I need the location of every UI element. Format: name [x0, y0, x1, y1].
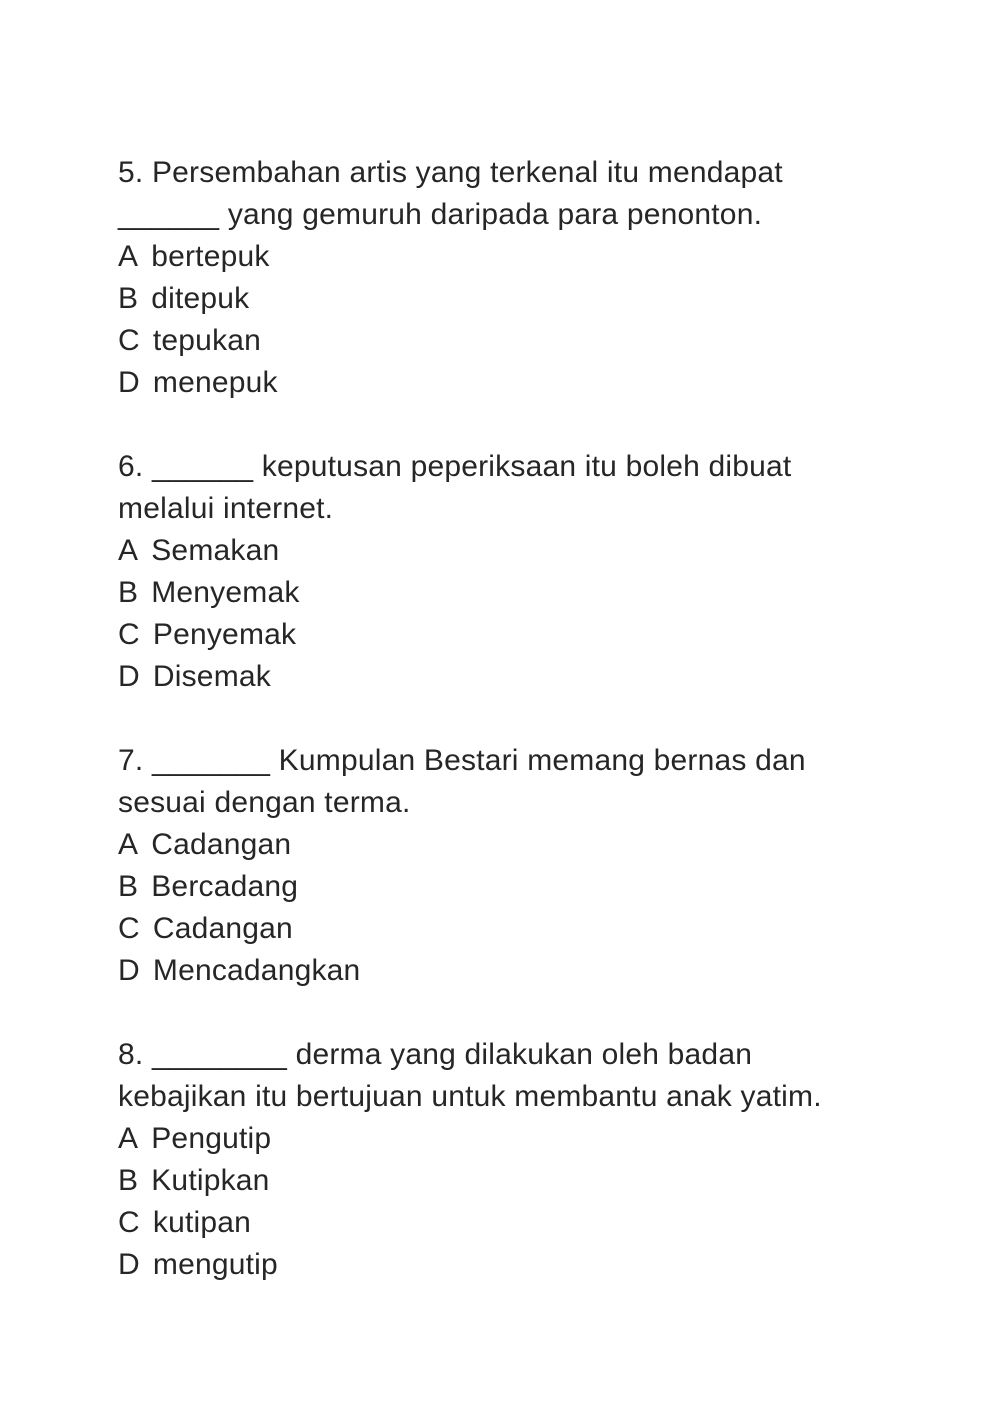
option-text: Bercadang: [151, 870, 299, 903]
option-text: Cadangan: [152, 912, 293, 945]
question-8-option-a[interactable]: [118, 1118, 271, 1160]
option-text: Menyemak: [151, 576, 300, 609]
option-text: Kutipkan: [151, 1164, 270, 1197]
question-5-option-b[interactable]: [118, 278, 249, 320]
option-text: tepukan: [152, 324, 262, 357]
question-5: [118, 152, 940, 404]
option-letter: D: [118, 954, 140, 987]
question-7-option-d[interactable]: [118, 950, 360, 992]
option-letter: D: [118, 660, 140, 693]
option-letter: C: [118, 324, 140, 357]
option-text: bertepuk: [151, 240, 270, 273]
option-letter: C: [118, 912, 140, 945]
option-letter: D: [118, 366, 140, 399]
question-8-option-d[interactable]: [118, 1244, 278, 1286]
question-7-option-a[interactable]: [118, 824, 291, 866]
question-6-option-b[interactable]: [118, 572, 300, 614]
question-8-text-line-1: 8. ________ derma yang dilakukan oleh badan: [118, 1038, 753, 1071]
option-text: mengutip: [152, 1248, 278, 1281]
option-letter: B: [118, 1164, 139, 1197]
option-text: menepuk: [152, 366, 278, 399]
question-8-text-line-2: kebajikan itu bertujuan untuk membantu anak yatim.: [118, 1080, 822, 1113]
option-letter: C: [118, 618, 140, 651]
option-letter: B: [118, 282, 139, 315]
option-letter: B: [118, 870, 139, 903]
option-text: Mencadangkan: [152, 954, 361, 987]
option-letter: C: [118, 1206, 140, 1239]
question-6-text-line-1: 6. ______ keputusan peperiksaan itu boleh dibuat: [118, 450, 792, 483]
question-7: [118, 740, 940, 992]
option-text: ditepuk: [151, 282, 250, 315]
option-letter: B: [118, 576, 139, 609]
question-7-option-c[interactable]: [118, 908, 293, 950]
option-text: Disemak: [152, 660, 271, 693]
option-text: Pengutip: [151, 1122, 272, 1155]
question-5-option-a[interactable]: [118, 236, 270, 278]
question-5-text-line-1: 5. Persembahan artis yang terkenal itu mendapat: [118, 156, 783, 189]
question-6-option-a[interactable]: [118, 530, 279, 572]
question-5-option-c[interactable]: [118, 320, 261, 362]
option-letter: A: [118, 828, 139, 861]
option-text: Cadangan: [151, 828, 292, 861]
option-letter: A: [118, 240, 139, 273]
question-8: [118, 1034, 940, 1286]
question-8-option-b[interactable]: [118, 1160, 270, 1202]
question-7-text-line-1: 7. _______ Kumpulan Bestari memang bernas dan: [118, 744, 806, 777]
option-text: Penyemak: [152, 618, 297, 651]
option-letter: D: [118, 1248, 140, 1281]
question-7-text-line-2: sesuai dengan terma.: [118, 786, 411, 819]
question-5-option-d[interactable]: [118, 362, 278, 404]
question-6-option-d[interactable]: [118, 656, 271, 698]
question-6: [118, 446, 940, 698]
question-8-option-c[interactable]: [118, 1202, 251, 1244]
question-6-text-line-2: melalui internet.: [118, 492, 334, 525]
option-text: kutipan: [152, 1206, 252, 1239]
option-letter: A: [118, 534, 139, 567]
question-5-text-line-2: ______ yang gemuruh daripada para penonton.: [118, 198, 763, 231]
question-7-option-b[interactable]: [118, 866, 298, 908]
option-text: Semakan: [151, 534, 280, 567]
question-6-option-c[interactable]: [118, 614, 296, 656]
option-letter: A: [118, 1122, 139, 1155]
